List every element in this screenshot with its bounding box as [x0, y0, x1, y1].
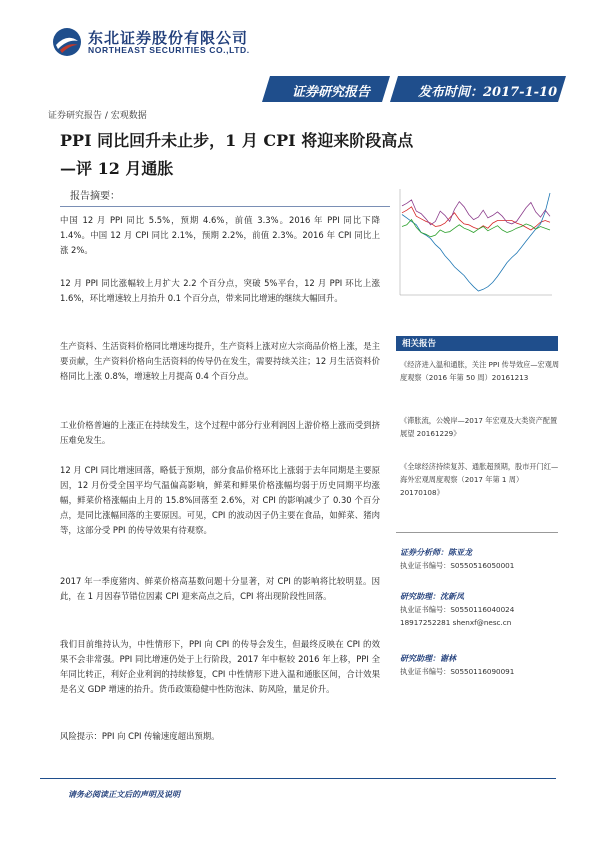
breadcrumb: 证券研究报告 / 宏观数据	[48, 111, 147, 121]
analyst-cert: 执业证书编号：S0550516050001	[400, 561, 515, 570]
analyst-role: 研究助理：	[400, 653, 440, 663]
related-reports-heading: 相关报告	[402, 339, 437, 349]
company-name-en: NORTHEAST SECURITIES CO.,LTD.	[88, 45, 250, 55]
company-logo-icon	[52, 27, 82, 57]
divider	[396, 532, 558, 533]
summary-paragraph: 我们目前维持认为，中性情形下，PPI 向 CPI 的传导会发生，但最终反映在 CPI 的效果不会非常强。PPI 同比增速仍处于上行阶段，2017 年中枢较 2016 年上移，PPI 全年同比转正，利好企业利润的持续修复，CPI 中性情形下进入温和通胀区间，合计效果是名义 GDP 增速的抬升。货币政策稳健中性防泡沫、防风险，量足价升。	[60, 639, 380, 694]
analyst-block	[400, 546, 560, 572]
analyst-name: 谢林	[440, 653, 456, 663]
analyst-name: 陈亚龙	[448, 547, 472, 557]
page-title: PPI 同比回升未止步，1 月 CPI 将迎来阶段高点—评 12 月通胀	[60, 131, 414, 178]
risk-paragraph: 风险提示：PPI 向 CPI 传输速度超出预期。	[60, 731, 220, 741]
inflation-chart	[396, 185, 556, 300]
disclaimer-link[interactable]: 请务必阅读正文后的声明及说明	[68, 789, 180, 799]
company-name-cn: 东北证券股份有限公司	[88, 29, 249, 47]
analyst-role: 证券分析师：	[400, 547, 448, 557]
analyst-block	[400, 590, 560, 629]
analyst-contact: 18917252281 shenxf@nesc.cn	[400, 618, 512, 627]
analyst-block	[400, 652, 560, 678]
summary-paragraph: 生产资料、生活资料价格同比增速均提升，生产资料上涨对应大宗商品价格上涨，是主要贡献，生产资料价格向生活资料的传导仍在发生，需要持续关注；12 月生活资料价格同比上涨 0.8%，增速较上月提高 0.4 个百分点。	[60, 341, 380, 381]
analyst-cert: 执业证书编号：S0550116090091	[400, 667, 515, 676]
summary-heading: 报告摘要：	[60, 187, 390, 207]
summary-paragraph: 12 月 CPI 同比增速回落，略低于预期，部分食品价格环比上涨弱于去年同期是主要原因，12 月份受全国平均气温偏高影响，鲜菜和鲜果价格涨幅均弱于历史同期平均涨幅，鲜菜价格涨幅由上月的 15.8%回落至 2.6%，对 CPI 的影响减少了 0.30 个百分点，是同比涨幅回落的主要原因。可见，CPI 的波动因子仍主要在食品，如鲜菜、猪肉等，这部分受 PPI 的传导效果有待观察。	[60, 465, 380, 535]
analyst-name: 沈新凤	[440, 591, 464, 601]
summary-paragraph: 12 月 PPI 同比涨幅较上月扩大 2.2 个百分点，突破 5%平台，12 月 PPI 环比上涨 1.6%，环比增速较上月抬升 0.1 个百分点，带来同比增速的继续大幅回升。	[60, 278, 380, 303]
related-report-link[interactable]: 《经济进入温和通胀，关注 PPI 传导效应—宏观周度观察（2016 年第 50 周）20161213	[400, 360, 560, 382]
related-report-link[interactable]: 《全球经济持续复苏、通胀超预期，股市开门红—海外宏观周度观察（2017 年第 1 周）20170108》	[400, 462, 559, 497]
report-type-label: 证券研究报告	[292, 85, 371, 100]
summary-paragraph: 2017 年一季度猪肉、鲜菜价格高基数问题十分显著，对 CPI 的影响将比较明显。因此，在 1 月因春节错位因素 CPI 迎来高点之后，CPI 将出现阶段性回落。	[60, 576, 380, 601]
summary-paragraph: 中国 12 月 PPI 同比 5.5%，预期 4.6%，前值 3.3%。2016 年 PPI 同比下降 1.4%。中国 12 月 CPI 同比 2.1%，预期 2.2%，前值 2.3%。2016 年 CPI 同比上涨 2%。	[60, 215, 380, 255]
analyst-role: 研究助理：	[400, 591, 440, 601]
related-report-link[interactable]: 《滞胀流，公娩岸—2017 年宏观及大类资产配置展望 20161229》	[400, 416, 558, 438]
chart-series-line-1	[402, 193, 550, 291]
chart-series-line-2	[402, 200, 550, 225]
summary-paragraph: 工业价格普遍的上涨正在持续发生，这个过程中部分行业利润因上游价格上涨而受到挤压难免发生。	[60, 420, 380, 445]
footer-divider	[40, 778, 556, 779]
publish-date-label: 发布时间：2017-1-10	[418, 85, 558, 100]
analyst-cert: 执业证书编号：S0550116040024	[400, 605, 515, 614]
